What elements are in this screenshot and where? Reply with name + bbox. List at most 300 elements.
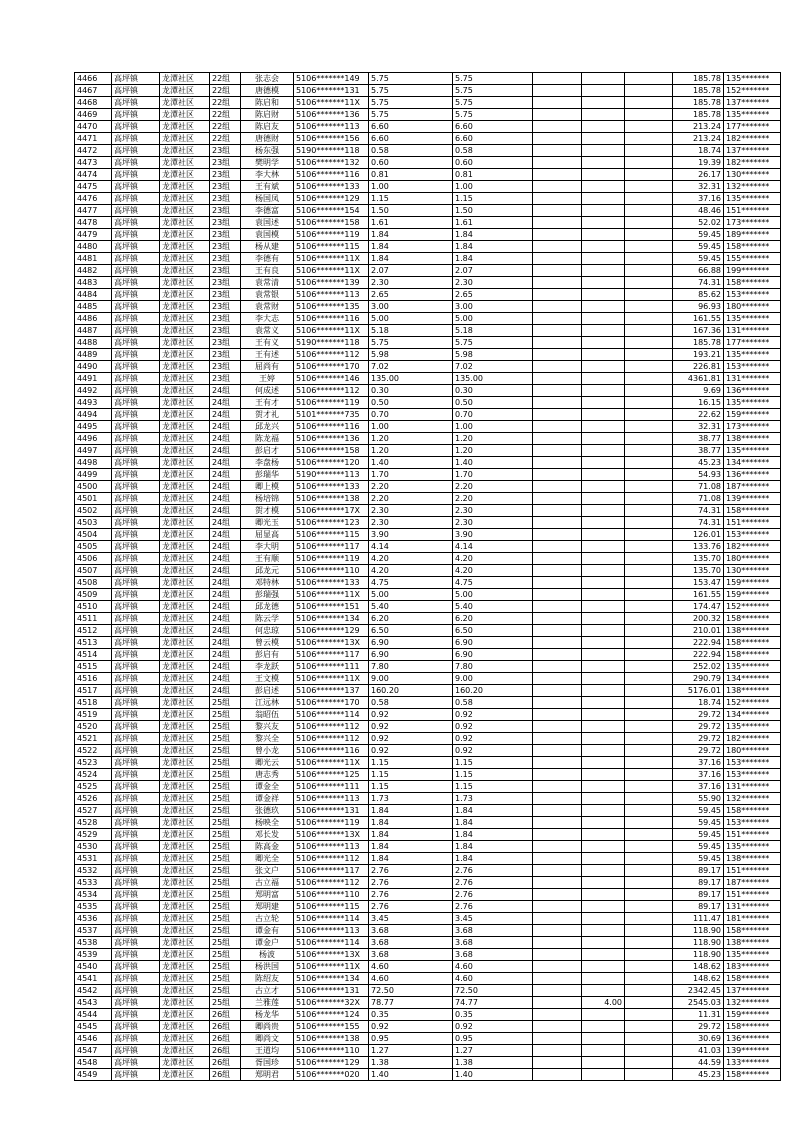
blank-cell xyxy=(533,841,582,853)
table-row xyxy=(75,865,781,877)
adjustment-cell xyxy=(582,433,625,445)
empty-cell xyxy=(625,661,673,673)
name-cell: 翁昭伍 xyxy=(241,709,294,721)
adjustment-cell xyxy=(582,457,625,469)
row-number: 4545 xyxy=(75,1021,112,1033)
blank-cell xyxy=(533,1009,582,1021)
area-cell: 3.68 xyxy=(369,925,453,937)
row-number: 4499 xyxy=(75,469,112,481)
town-cell: 高坪镇 xyxy=(112,781,160,793)
town-cell: 高坪镇 xyxy=(112,397,160,409)
blank-cell xyxy=(533,373,582,385)
blank-cell xyxy=(533,241,582,253)
table-row xyxy=(75,217,781,229)
amount-cell: 74.31 xyxy=(673,277,724,289)
adjustment-cell xyxy=(582,517,625,529)
id-number-cell: 5106*******116 xyxy=(294,313,369,325)
id-number-cell: 5106*******113 xyxy=(294,925,369,937)
adjustment-cell xyxy=(582,637,625,649)
amount-cell: 85.62 xyxy=(673,289,724,301)
id-number-cell: 5106*******134 xyxy=(294,973,369,985)
group-cell: 26组 xyxy=(210,1033,241,1045)
name-cell: 杨映全 xyxy=(241,817,294,829)
name-cell: 古立才 xyxy=(241,985,294,997)
amount-cell: 48.46 xyxy=(673,205,724,217)
phone-cell: 134******* xyxy=(724,709,781,721)
group-cell: 24组 xyxy=(210,457,241,469)
blank-cell xyxy=(533,121,582,133)
empty-cell xyxy=(625,193,673,205)
id-number-cell: 5106*******11X xyxy=(294,961,369,973)
group-cell: 23组 xyxy=(210,229,241,241)
table-row xyxy=(75,973,781,985)
adjustment-cell xyxy=(582,97,625,109)
phone-cell: 155******* xyxy=(724,253,781,265)
confirmed-area-cell: 6.20 xyxy=(453,613,533,625)
name-cell: 张志会 xyxy=(241,73,294,85)
id-number-cell: 5106*******138 xyxy=(294,493,369,505)
id-number-cell: 5190*******118 xyxy=(294,145,369,157)
name-cell: 李大志 xyxy=(241,313,294,325)
area-cell: 160.20 xyxy=(369,685,453,697)
adjustment-cell xyxy=(582,1021,625,1033)
area-cell: 2.20 xyxy=(369,481,453,493)
amount-cell: 118.90 xyxy=(673,949,724,961)
id-number-cell: 5106*******13X xyxy=(294,829,369,841)
town-cell: 高坪镇 xyxy=(112,949,160,961)
community-cell: 龙潭社区 xyxy=(160,709,210,721)
blank-cell xyxy=(533,601,582,613)
community-cell: 龙潭社区 xyxy=(160,553,210,565)
confirmed-area-cell: 3.00 xyxy=(453,301,533,313)
confirmed-area-cell: 6.60 xyxy=(453,133,533,145)
adjustment-cell xyxy=(582,481,625,493)
community-cell: 龙潭社区 xyxy=(160,649,210,661)
adjustment-cell xyxy=(582,937,625,949)
phone-cell: 159******* xyxy=(724,577,781,589)
confirmed-area-cell: 0.35 xyxy=(453,1009,533,1021)
table-row xyxy=(75,637,781,649)
name-cell: 贺才礼 xyxy=(241,409,294,421)
row-number: 4546 xyxy=(75,1033,112,1045)
empty-cell xyxy=(625,265,673,277)
adjustment-cell xyxy=(582,553,625,565)
empty-cell xyxy=(625,493,673,505)
data-table xyxy=(74,72,781,1081)
table-row xyxy=(75,349,781,361)
id-number-cell: 5106*******116 xyxy=(294,169,369,181)
row-number: 4478 xyxy=(75,217,112,229)
table-row xyxy=(75,109,781,121)
phone-cell: 183******* xyxy=(724,961,781,973)
amount-cell: 213.24 xyxy=(673,133,724,145)
confirmed-area-cell: 4.20 xyxy=(453,553,533,565)
blank-cell xyxy=(533,1057,582,1069)
name-cell: 谭金全 xyxy=(241,781,294,793)
confirmed-area-cell: 6.60 xyxy=(453,121,533,133)
row-number: 4535 xyxy=(75,901,112,913)
phone-cell: 173******* xyxy=(724,421,781,433)
blank-cell xyxy=(533,889,582,901)
community-cell: 龙潭社区 xyxy=(160,973,210,985)
table-row xyxy=(75,709,781,721)
phone-cell: 173******* xyxy=(724,217,781,229)
community-cell: 龙潭社区 xyxy=(160,349,210,361)
row-number: 4536 xyxy=(75,913,112,925)
blank-cell xyxy=(533,973,582,985)
row-number: 4485 xyxy=(75,301,112,313)
table-row xyxy=(75,397,781,409)
blank-cell xyxy=(533,1069,582,1081)
blank-cell xyxy=(533,961,582,973)
name-cell: 王文模 xyxy=(241,673,294,685)
area-cell: 7.80 xyxy=(369,661,453,673)
id-number-cell: 5106*******138 xyxy=(294,1033,369,1045)
row-number: 4510 xyxy=(75,601,112,613)
confirmed-area-cell: 0.58 xyxy=(453,697,533,709)
adjustment-cell xyxy=(582,121,625,133)
group-cell: 26组 xyxy=(210,1021,241,1033)
name-cell: 杨国凤 xyxy=(241,193,294,205)
amount-cell: 174.47 xyxy=(673,601,724,613)
name-cell: 李大林 xyxy=(241,169,294,181)
phone-cell: 151******* xyxy=(724,889,781,901)
community-cell: 龙潭社区 xyxy=(160,997,210,1009)
phone-cell: 199******* xyxy=(724,265,781,277)
blank-cell xyxy=(533,265,582,277)
adjustment-cell xyxy=(582,277,625,289)
area-cell: 0.58 xyxy=(369,145,453,157)
row-number: 4531 xyxy=(75,853,112,865)
group-cell: 25组 xyxy=(210,961,241,973)
name-cell: 邓特林 xyxy=(241,577,294,589)
name-cell: 袁国模 xyxy=(241,229,294,241)
town-cell: 高坪镇 xyxy=(112,469,160,481)
name-cell: 李龙跃 xyxy=(241,661,294,673)
table-row xyxy=(75,913,781,925)
blank-cell xyxy=(533,733,582,745)
amount-cell: 59.45 xyxy=(673,817,724,829)
blank-cell xyxy=(533,925,582,937)
area-cell: 1.84 xyxy=(369,805,453,817)
community-cell: 龙潭社区 xyxy=(160,325,210,337)
row-number: 4475 xyxy=(75,181,112,193)
blank-cell xyxy=(533,337,582,349)
amount-cell: 18.74 xyxy=(673,697,724,709)
id-number-cell: 5190*******113 xyxy=(294,469,369,481)
name-cell: 邱龙兴 xyxy=(241,421,294,433)
row-number: 4483 xyxy=(75,277,112,289)
table-row xyxy=(75,409,781,421)
phone-cell: 153******* xyxy=(724,757,781,769)
confirmed-area-cell: 7.80 xyxy=(453,661,533,673)
adjustment-cell xyxy=(582,925,625,937)
amount-cell: 167.36 xyxy=(673,325,724,337)
id-number-cell: 5106*******149 xyxy=(294,73,369,85)
name-cell: 李德有 xyxy=(241,253,294,265)
group-cell: 23组 xyxy=(210,373,241,385)
confirmed-area-cell: 2.30 xyxy=(453,505,533,517)
name-cell: 陈启和 xyxy=(241,97,294,109)
name-cell: 江远林 xyxy=(241,697,294,709)
table-row xyxy=(75,145,781,157)
adjustment-cell xyxy=(582,1045,625,1057)
adjustment-cell xyxy=(582,913,625,925)
phone-cell: 132******* xyxy=(724,181,781,193)
row-number: 4496 xyxy=(75,433,112,445)
community-cell: 龙潭社区 xyxy=(160,361,210,373)
id-number-cell: 5106*******113 xyxy=(294,841,369,853)
row-number: 4489 xyxy=(75,349,112,361)
area-cell: 5.40 xyxy=(369,601,453,613)
area-cell: 5.75 xyxy=(369,73,453,85)
table-row xyxy=(75,505,781,517)
confirmed-area-cell: 5.75 xyxy=(453,109,533,121)
id-number-cell: 5101*******735 xyxy=(294,409,369,421)
amount-cell: 222.94 xyxy=(673,649,724,661)
table-row xyxy=(75,1069,781,1081)
group-cell: 25组 xyxy=(210,829,241,841)
phone-cell: 158******* xyxy=(724,973,781,985)
adjustment-cell xyxy=(582,661,625,673)
phone-cell: 189******* xyxy=(724,229,781,241)
adjustment-cell xyxy=(582,85,625,97)
blank-cell xyxy=(533,757,582,769)
confirmed-area-cell: 6.90 xyxy=(453,649,533,661)
row-number: 4477 xyxy=(75,205,112,217)
id-number-cell: 5106*******112 xyxy=(294,853,369,865)
phone-cell: 135******* xyxy=(724,73,781,85)
empty-cell xyxy=(625,901,673,913)
town-cell: 高坪镇 xyxy=(112,937,160,949)
table-row xyxy=(75,985,781,997)
confirmed-area-cell: 5.40 xyxy=(453,601,533,613)
town-cell: 高坪镇 xyxy=(112,529,160,541)
id-number-cell: 5106*******131 xyxy=(294,805,369,817)
name-cell: 陈高金 xyxy=(241,841,294,853)
phone-cell: 177******* xyxy=(724,337,781,349)
blank-cell xyxy=(533,865,582,877)
empty-cell xyxy=(625,421,673,433)
town-cell: 高坪镇 xyxy=(112,265,160,277)
town-cell: 高坪镇 xyxy=(112,841,160,853)
confirmed-area-cell: 1.00 xyxy=(453,421,533,433)
town-cell: 高坪镇 xyxy=(112,973,160,985)
town-cell: 高坪镇 xyxy=(112,673,160,685)
town-cell: 高坪镇 xyxy=(112,709,160,721)
community-cell: 龙潭社区 xyxy=(160,277,210,289)
table-row xyxy=(75,649,781,661)
table-row xyxy=(75,1057,781,1069)
empty-cell xyxy=(625,481,673,493)
table-row xyxy=(75,169,781,181)
group-cell: 24组 xyxy=(210,541,241,553)
group-cell: 23组 xyxy=(210,169,241,181)
town-cell: 高坪镇 xyxy=(112,733,160,745)
community-cell: 龙潭社区 xyxy=(160,73,210,85)
empty-cell xyxy=(625,973,673,985)
name-cell: 陈启友 xyxy=(241,121,294,133)
blank-cell xyxy=(533,385,582,397)
blank-cell xyxy=(533,349,582,361)
confirmed-area-cell: 1.84 xyxy=(453,253,533,265)
town-cell: 高坪镇 xyxy=(112,301,160,313)
group-cell: 24组 xyxy=(210,553,241,565)
town-cell: 高坪镇 xyxy=(112,289,160,301)
adjustment-cell xyxy=(582,313,625,325)
confirmed-area-cell: 1.84 xyxy=(453,241,533,253)
table-row xyxy=(75,373,781,385)
confirmed-area-cell: 0.58 xyxy=(453,145,533,157)
adjustment-cell xyxy=(582,877,625,889)
confirmed-area-cell: 0.92 xyxy=(453,721,533,733)
amount-cell: 185.78 xyxy=(673,73,724,85)
id-number-cell: 5106*******119 xyxy=(294,553,369,565)
table-row xyxy=(75,997,781,1009)
empty-cell xyxy=(625,805,673,817)
id-number-cell: 5106*******13X xyxy=(294,949,369,961)
phone-cell: 136******* xyxy=(724,1033,781,1045)
town-cell: 高坪镇 xyxy=(112,157,160,169)
amount-cell: 185.78 xyxy=(673,337,724,349)
empty-cell xyxy=(625,589,673,601)
area-cell: 0.81 xyxy=(369,169,453,181)
table-row xyxy=(75,661,781,673)
community-cell: 龙潭社区 xyxy=(160,889,210,901)
community-cell: 龙潭社区 xyxy=(160,241,210,253)
table-row xyxy=(75,1045,781,1057)
adjustment-cell xyxy=(582,1069,625,1081)
adjustment-cell xyxy=(582,589,625,601)
amount-cell: 19.39 xyxy=(673,157,724,169)
amount-cell: 135.70 xyxy=(673,565,724,577)
table-row xyxy=(75,601,781,613)
name-cell: 古立福 xyxy=(241,877,294,889)
table-row xyxy=(75,277,781,289)
row-number: 4525 xyxy=(75,781,112,793)
id-number-cell: 5106*******119 xyxy=(294,229,369,241)
empty-cell xyxy=(625,673,673,685)
table-row xyxy=(75,121,781,133)
row-number: 4544 xyxy=(75,1009,112,1021)
confirmed-area-cell: 1.70 xyxy=(453,469,533,481)
town-cell: 高坪镇 xyxy=(112,205,160,217)
town-cell: 高坪镇 xyxy=(112,505,160,517)
table-row xyxy=(75,793,781,805)
empty-cell xyxy=(625,109,673,121)
table-row xyxy=(75,841,781,853)
area-cell: 4.14 xyxy=(369,541,453,553)
empty-cell xyxy=(625,841,673,853)
row-number: 4511 xyxy=(75,613,112,625)
row-number: 4537 xyxy=(75,925,112,937)
confirmed-area-cell: 5.18 xyxy=(453,325,533,337)
group-cell: 25组 xyxy=(210,841,241,853)
confirmed-area-cell: 1.20 xyxy=(453,445,533,457)
id-number-cell: 5106*******110 xyxy=(294,889,369,901)
blank-cell xyxy=(533,493,582,505)
row-number: 4504 xyxy=(75,529,112,541)
phone-cell: 159******* xyxy=(724,589,781,601)
amount-cell: 54.93 xyxy=(673,469,724,481)
amount-cell: 210.01 xyxy=(673,625,724,637)
adjustment-cell xyxy=(582,181,625,193)
area-cell: 3.68 xyxy=(369,937,453,949)
empty-cell xyxy=(625,997,673,1009)
name-cell: 卿尚文 xyxy=(241,1033,294,1045)
town-cell: 高坪镇 xyxy=(112,337,160,349)
id-number-cell: 5106*******11X xyxy=(294,97,369,109)
name-cell: 袁国述 xyxy=(241,217,294,229)
town-cell: 高坪镇 xyxy=(112,373,160,385)
row-number: 4469 xyxy=(75,109,112,121)
blank-cell xyxy=(533,109,582,121)
community-cell: 龙潭社区 xyxy=(160,433,210,445)
community-cell: 龙潭社区 xyxy=(160,961,210,973)
community-cell: 龙潭社区 xyxy=(160,829,210,841)
community-cell: 龙潭社区 xyxy=(160,157,210,169)
confirmed-area-cell: 4.20 xyxy=(453,565,533,577)
row-number: 4507 xyxy=(75,565,112,577)
adjustment-cell xyxy=(582,373,625,385)
phone-cell: 158******* xyxy=(724,649,781,661)
empty-cell xyxy=(625,553,673,565)
phone-cell: 158******* xyxy=(724,1069,781,1081)
phone-cell: 181******* xyxy=(724,913,781,925)
id-number-cell: 5106*******112 xyxy=(294,721,369,733)
confirmed-area-cell: 2.76 xyxy=(453,877,533,889)
area-cell: 1.40 xyxy=(369,1069,453,1081)
row-number: 4490 xyxy=(75,361,112,373)
blank-cell xyxy=(533,877,582,889)
community-cell: 龙潭社区 xyxy=(160,601,210,613)
row-number: 4500 xyxy=(75,481,112,493)
amount-cell: 153.47 xyxy=(673,577,724,589)
town-cell: 高坪镇 xyxy=(112,253,160,265)
area-cell: 6.90 xyxy=(369,637,453,649)
phone-cell: 158******* xyxy=(724,241,781,253)
group-cell: 24组 xyxy=(210,601,241,613)
town-cell: 高坪镇 xyxy=(112,889,160,901)
phone-cell: 138******* xyxy=(724,433,781,445)
amount-cell: 74.31 xyxy=(673,505,724,517)
adjustment-cell xyxy=(582,673,625,685)
amount-cell: 2342.45 xyxy=(673,985,724,997)
area-cell: 6.60 xyxy=(369,133,453,145)
confirmed-area-cell: 1.40 xyxy=(453,1069,533,1081)
phone-cell: 152******* xyxy=(724,697,781,709)
community-cell: 龙潭社区 xyxy=(160,625,210,637)
name-cell: 何忠琼 xyxy=(241,625,294,637)
group-cell: 25组 xyxy=(210,973,241,985)
area-cell: 5.75 xyxy=(369,337,453,349)
amount-cell: 29.72 xyxy=(673,721,724,733)
group-cell: 24组 xyxy=(210,637,241,649)
adjustment-cell xyxy=(582,601,625,613)
row-number: 4518 xyxy=(75,697,112,709)
blank-cell xyxy=(533,649,582,661)
amount-cell: 37.16 xyxy=(673,757,724,769)
community-cell: 龙潭社区 xyxy=(160,337,210,349)
confirmed-area-cell: 1.84 xyxy=(453,229,533,241)
area-cell: 6.20 xyxy=(369,613,453,625)
town-cell: 高坪镇 xyxy=(112,565,160,577)
phone-cell: 177******* xyxy=(724,121,781,133)
amount-cell: 45.23 xyxy=(673,1069,724,1081)
phone-cell: 131******* xyxy=(724,901,781,913)
id-number-cell: 5106*******133 xyxy=(294,181,369,193)
empty-cell xyxy=(625,469,673,481)
